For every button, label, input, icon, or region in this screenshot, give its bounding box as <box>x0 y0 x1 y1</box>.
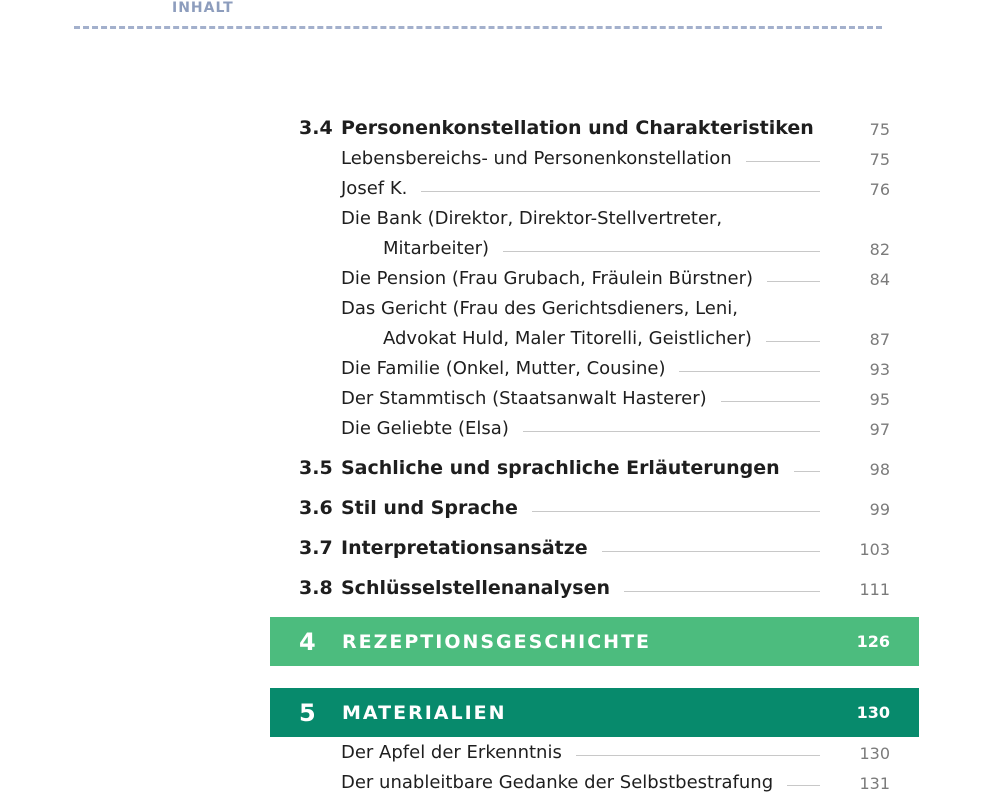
entry-title-continued: Mitarbeiter) <box>383 238 490 259</box>
page-number: 130 <box>859 744 890 763</box>
page-number: 99 <box>869 500 890 519</box>
toc-entry[interactable] <box>270 263 919 293</box>
toc-section-3-8[interactable] <box>270 573 919 603</box>
leader-line <box>503 251 820 252</box>
section-title: Sachliche und sprachliche Erläuterungen <box>341 457 780 479</box>
entry-title: Der unableitbare Gedanke der Selbstbestrafung <box>341 772 774 793</box>
page-number: 98 <box>869 460 890 479</box>
page-number: 131 <box>859 774 890 793</box>
section-number: 3.5 <box>299 457 333 479</box>
page-number: 95 <box>869 390 890 409</box>
toc-chapter-5[interactable] <box>270 688 919 737</box>
page-number: 97 <box>869 420 890 439</box>
page-number: 84 <box>869 270 890 289</box>
toc-entry-line1[interactable] <box>270 203 919 233</box>
leader-line <box>532 511 820 512</box>
page-number: 126 <box>856 632 890 651</box>
section-title: Interpretationsansätze <box>341 537 588 559</box>
leader-line <box>602 551 820 552</box>
leader-line <box>679 371 820 372</box>
page-number: 111 <box>859 580 890 599</box>
page-number: 76 <box>869 180 890 199</box>
toc-entry[interactable] <box>270 143 919 173</box>
toc-section-3-4[interactable] <box>270 113 919 143</box>
entry-title: Der Stammtisch (Staatsanwalt Hasterer) <box>341 388 707 409</box>
entry-title: Der Apfel der Erkenntnis <box>341 742 562 763</box>
entry-title: Josef K. <box>341 178 408 199</box>
toc-entry[interactable] <box>270 173 919 203</box>
section-title: Schlüsselstellenanalysen <box>341 577 611 599</box>
leader-line <box>721 401 820 402</box>
page-number: 93 <box>869 360 890 379</box>
entry-title-continued: Advokat Huld, Maler Titorelli, Geistlicher) <box>383 328 752 349</box>
header-dashed-rule <box>74 26 882 29</box>
toc-section-3-7[interactable] <box>270 533 919 563</box>
page-number: 82 <box>869 240 890 259</box>
leader-line <box>624 591 820 592</box>
leader-line <box>421 191 820 192</box>
page-number: 87 <box>869 330 890 349</box>
section-number: 3.8 <box>299 577 333 599</box>
leader-line <box>576 755 820 756</box>
section-title: Personenkonstellation und Charakteristiken <box>341 117 814 139</box>
leader-line <box>787 785 820 786</box>
section-number: 3.7 <box>299 537 333 559</box>
chapter-title: REZEPTIONSGESCHICHTE <box>342 630 652 653</box>
page-number: 103 <box>859 540 890 559</box>
chapter-number: 4 <box>299 627 316 656</box>
entry-title: Die Geliebte (Elsa) <box>341 418 509 439</box>
toc-entry[interactable] <box>270 767 919 797</box>
entry-title: Lebensbereichs- und Personenkonstellation <box>341 148 732 169</box>
page-number: 75 <box>869 120 890 139</box>
toc-entry[interactable] <box>270 383 919 413</box>
leader-line <box>794 471 820 472</box>
page-number: 130 <box>856 703 890 722</box>
section-title: Stil und Sprache <box>341 497 518 519</box>
toc-chapter-4[interactable] <box>270 617 919 666</box>
chapter-number: 5 <box>299 698 316 727</box>
leader-line <box>523 431 820 432</box>
entry-title: Die Pension (Frau Grubach, Fräulein Bürstner) <box>341 268 754 289</box>
toc-section-3-6[interactable] <box>270 493 919 523</box>
entry-title: Die Familie (Onkel, Mutter, Cousine) <box>341 358 666 379</box>
table-of-contents <box>270 113 919 797</box>
section-number: 3.6 <box>299 497 333 519</box>
leader-line <box>766 341 820 342</box>
toc-entry-line2[interactable] <box>270 323 919 353</box>
header-label: INHALT <box>172 0 234 16</box>
entry-title: Die Bank (Direktor, Direktor-Stellvertreter, <box>341 208 723 229</box>
toc-entry[interactable] <box>270 737 919 767</box>
entry-title: Das Gericht (Frau des Gerichtsdieners, Leni, <box>341 298 739 319</box>
toc-entry-line1[interactable] <box>270 293 919 323</box>
leader-line <box>746 161 820 162</box>
leader-line <box>767 281 820 282</box>
toc-section-3-5[interactable] <box>270 453 919 483</box>
toc-entry[interactable] <box>270 353 919 383</box>
toc-entry-line2[interactable] <box>270 233 919 263</box>
toc-entry[interactable] <box>270 413 919 443</box>
section-number: 3.4 <box>299 117 333 139</box>
page-number: 75 <box>869 150 890 169</box>
chapter-title: MATERIALIEN <box>342 701 507 724</box>
